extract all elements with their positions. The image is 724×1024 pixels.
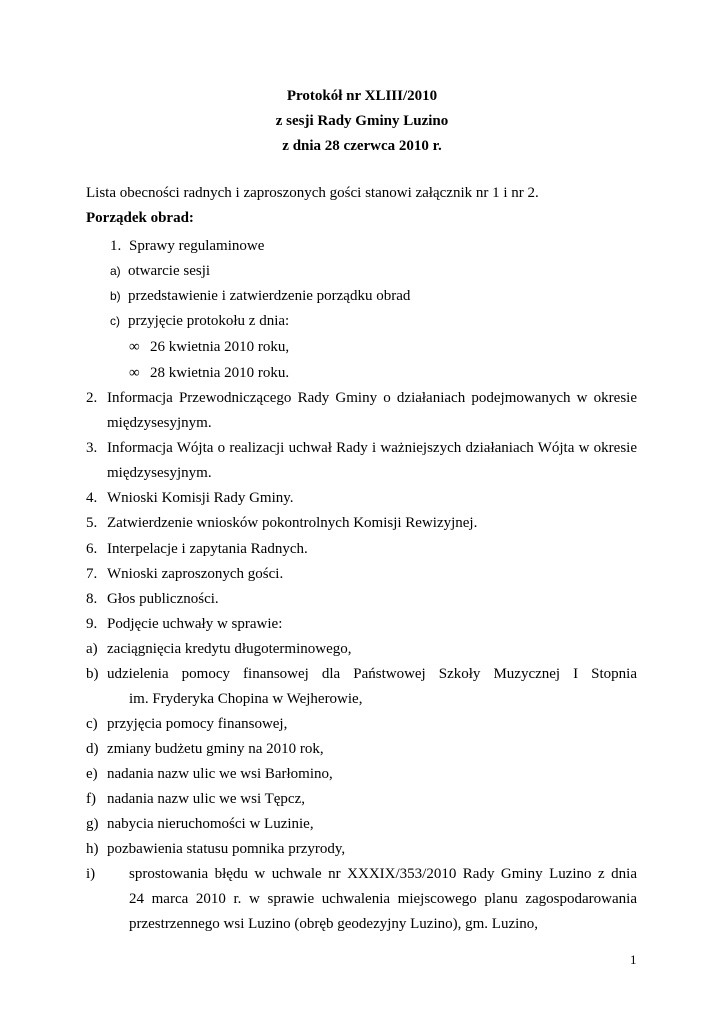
sub-item-text: przyjęcia pomocy finansowej, [107, 716, 288, 732]
session-date: z dnia 28 czerwca 2010 r. [282, 138, 442, 154]
sub-item-text: im. Fryderyka Chopina w Wejherowie, [129, 691, 363, 707]
agenda-item-text: Podjęcie uchwały w sprawie: [107, 616, 283, 632]
item-number: 8. [86, 591, 98, 607]
protocol-number: Protokół nr XLIII/2010 [286, 88, 438, 104]
item-number: 9. [86, 616, 98, 632]
agenda-item-text: Wnioski zaproszonych gości. [107, 566, 284, 582]
sub-item-text: zmiany budżetu gminy na 2010 rok, [107, 741, 324, 757]
sub-item-text: zaciągnięcia kredytu długoterminowego, [107, 641, 352, 657]
sub-item-marker: a) [86, 641, 98, 657]
sub-item-marker: f) [86, 791, 96, 807]
sub-item-marker: h) [86, 841, 99, 857]
agenda-item-text: Informacja Przewodniczącego Rady Gminy o działaniach podejmowanych w okresie [107, 390, 637, 406]
sub-item-marker: b) [86, 666, 99, 682]
agenda-item-text: Informacja Wójta o realizacji uchwał Rady i ważniejszych działaniach Wójta w okresie [107, 440, 637, 456]
sub-item-marker: d) [86, 741, 99, 757]
agenda-item-text: międzysesyjnym. [107, 465, 212, 481]
infinity-bullet-icon: ∞ [129, 339, 140, 355]
sub-item-marker: g) [86, 816, 99, 832]
sub-item-text: nadania nazw ulic we wsi Barłomino, [107, 766, 333, 782]
agenda-item-text: Głos publiczności. [107, 591, 219, 607]
item-number: 2. [86, 390, 98, 406]
agenda-item-text: Wnioski Komisji Rady Gminy. [107, 490, 294, 506]
bullet-text: 26 kwietnia 2010 roku, [150, 339, 290, 355]
infinity-bullet-icon: ∞ [129, 365, 140, 381]
sub-item-text: przestrzennego wsi Luzino (obręb geodezyjny Luzino), gm. Luzino, [129, 916, 539, 932]
item-number: 6. [86, 541, 98, 557]
agenda-item-text: międzysesyjnym. [107, 415, 212, 431]
sub-item-text: otwarcie sesji [128, 263, 211, 279]
document-title-block [0, 84, 724, 159]
item-number: 1. [110, 238, 122, 254]
agenda-heading: Porządek obrad: [86, 210, 194, 226]
agenda-item-text: Zatwierdzenie wniosków pokontrolnych Komisji Rewizyjnej. [107, 515, 478, 531]
sub-item-text: udzielenia pomocy finansowej dla Państwowej Szkoły Muzycznej I Stopnia [107, 666, 637, 682]
sub-item-text: pozbawienia statusu pomnika przyrody, [107, 841, 346, 857]
sub-item-marker: a) [110, 264, 121, 278]
agenda-item-text: Sprawy regulaminowe [129, 238, 265, 254]
sub-item-marker: i) [86, 866, 96, 882]
agenda-item-text: Interpelacje i zapytania Radnych. [107, 541, 308, 557]
item-number: 5. [86, 515, 98, 531]
item-number: 7. [86, 566, 98, 582]
sub-item-marker: c) [86, 716, 98, 732]
sub-item-text: nabycia nieruchomości w Luzinie, [107, 816, 314, 832]
page-number: 1 [630, 952, 637, 967]
sub-item-text: sprostowania błędu w uchwale nr XXXIX/353/2010 Rady Gminy Luzino z dnia [129, 866, 637, 882]
sub-item-marker: b) [110, 289, 121, 303]
sub-item-marker: e) [86, 766, 98, 782]
sub-item-text: przyjęcie protokołu z dnia: [128, 313, 290, 329]
item-number: 4. [86, 490, 98, 506]
sub-item-text: przedstawienie i zatwierdzenie porządku obrad [128, 288, 411, 304]
item-number: 3. [86, 440, 98, 456]
attendance-note: Lista obecności radnych i zaproszonych gości stanowi załącznik nr 1 i nr 2. [86, 185, 539, 201]
sub-item-text: 24 marca 2010 r. w sprawie uchwalenia miejscowego planu zagospodarowania [129, 891, 637, 907]
session-name: z sesji Rady Gminy Luzino [275, 113, 449, 129]
sub-item-text: nadania nazw ulic we wsi Tępcz, [107, 791, 305, 807]
sub-item-marker: c) [110, 314, 120, 328]
bullet-text: 28 kwietnia 2010 roku. [150, 365, 290, 381]
